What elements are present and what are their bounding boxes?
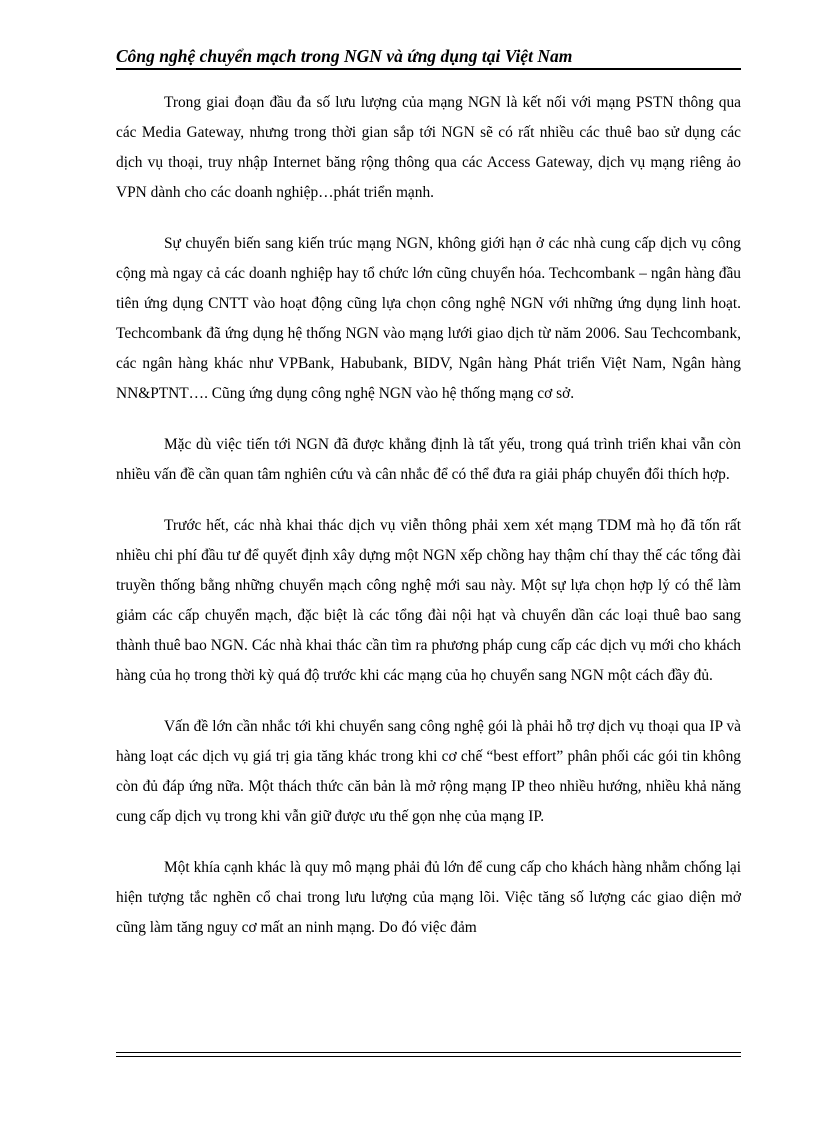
header-divider bbox=[116, 68, 741, 70]
paragraph: Vấn đề lớn cần nhắc tới khi chuyển sang công nghệ gói là phải hỗ trợ dịch vụ thoại qua IP và hàng loạt các dịch vụ giá trị gia tăng khác trong khi cơ chế “best effort” phân phối các gói tin không còn đủ đáp ứng nữa. Một thách thức căn bản là mở rộng mạng IP theo nhiều hướng, nhiều khả năng cung cấp dịch vụ trong khi vẫn giữ được ưu thế gọn nhẹ của mạng IP. bbox=[116, 718, 741, 825]
paragraph: Sự chuyển biến sang kiến trúc mạng NGN, không giới hạn ở các nhà cung cấp dịch vụ công cộng mà ngay cả các doanh nghiệp hay tổ chức lớn cũng chuyển hóa. Techcombank – ngân hàng đầu tiên ứng dụng CNTT vào hoạt động cũng lựa chọn công nghệ NGN với những ứng dụng linh hoạt. Techcombank đã ứng dụng hệ thống NGN vào mạng lưới giao dịch từ năm 2006. Sau Techcombank, các ngân hàng khác như VPBank, Habubank, BIDV, Ngân hàng Phát triển Việt Nam, Ngân hàng NN&PTNT…. Cũng ứng dụng công nghệ NGN vào hệ thống mạng cơ sở. bbox=[116, 235, 741, 402]
paragraph: Trong giai đoạn đầu đa số lưu lượng của mạng NGN là kết nối với mạng PSTN thông qua các Media Gateway, nhưng trong thời gian sắp tới NGN sẽ có rất nhiều các thuê bao sử dụng các dịch vụ thoại, truy nhập Internet băng rộng thông qua các Access Gateway, dịch vụ mạng riêng ảo VPN dành cho các doanh nghiệp…phát triển mạnh. bbox=[116, 94, 741, 201]
paragraph: Một khía cạnh khác là quy mô mạng phải đủ lớn để cung cấp cho khách hàng nhằm chống lại hiện tượng tắc nghẽn cổ chai trong lưu lượng của mạng lõi. Việc tăng số lượng các giao diện mở cũng làm tăng nguy cơ mất an ninh mạng. Do đó việc đảm bbox=[116, 859, 741, 936]
footer-divider bbox=[116, 1052, 741, 1057]
document-body bbox=[116, 88, 741, 964]
header-title: Công nghệ chuyển mạch trong NGN và ứng dụng tại Việt Nam bbox=[116, 46, 573, 66]
paragraph: Trước hết, các nhà khai thác dịch vụ viễn thông phải xem xét mạng TDM mà họ đã tốn rất nhiều chi phí đầu tư để quyết định xây dựng một NGN xếp chồng hay thậm chí thay thế các tổng đài truyền thống bằng những chuyển mạch công nghệ mới sau này. Một sự lựa chọn hợp lý có thể làm giảm các cấp chuyển mạch, đặc biệt là các tổng đài nội hạt và chuyển dần các loại thuê bao sang thành thuê bao NGN. Các nhà khai thác cần tìm ra phương pháp cung cấp các dịch vụ mới cho khách hàng của họ trong thời kỳ quá độ trước khi các mạng của họ chuyển sang NGN một cách đầy đủ. bbox=[116, 517, 741, 684]
paragraph: Mặc dù việc tiến tới NGN đã được khẳng định là tất yếu, trong quá trình triển khai vẫn còn nhiều vấn đề cần quan tâm nghiên cứu và cân nhắc để có thể đưa ra giải pháp chuyển đổi thích hợp. bbox=[116, 436, 741, 483]
page-header bbox=[116, 44, 741, 72]
